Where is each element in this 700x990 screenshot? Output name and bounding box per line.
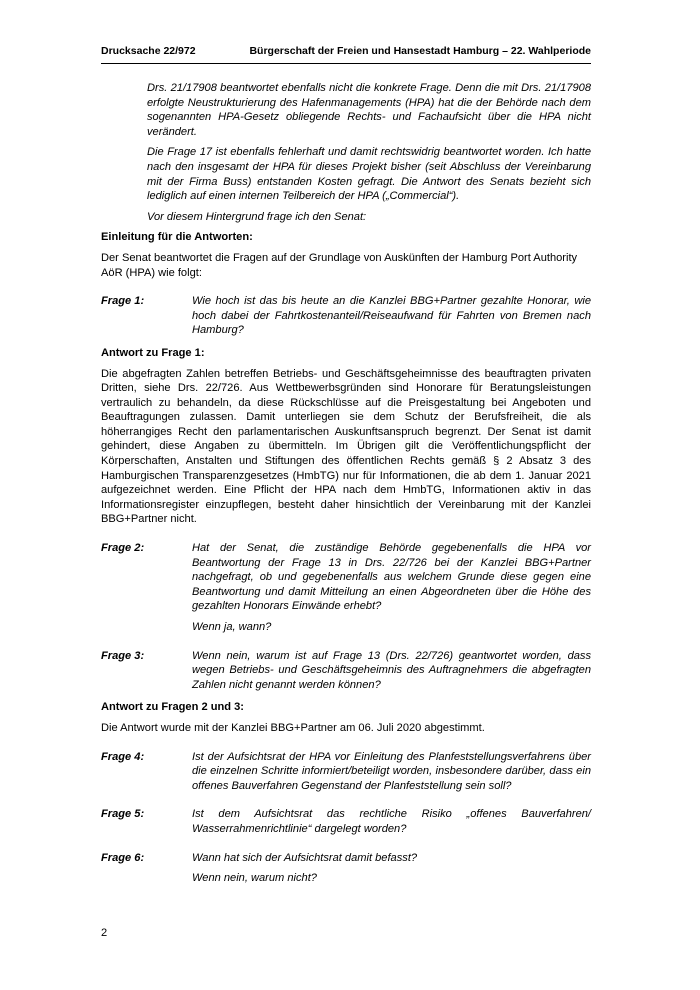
question-text: Wenn nein, warum ist auf Frage 13 (Drs. 22/726) geantwortet worden, dass wegen Betriebs- und Geschäftsgeheimnis des Auftragnehmers die abgefragten Zahlen nicht genannt werden können? (192, 649, 591, 691)
question-5 (101, 807, 591, 836)
question-2 (101, 541, 591, 635)
einleitung-text: Der Senat beantwortet die Fragen auf der Grundlage von Auskünften der Hamburg Port Authority AöR (HPA) wie folgt: (101, 251, 578, 279)
question-text: Ist dem Aufsichtsrat das rechtliche Risiko „offenes Bauverfahren/ Wasserrahmenrichtlinie“ dargelegt worden? (192, 808, 591, 835)
header-divider (101, 63, 591, 64)
question-label: Frage 2: (101, 542, 145, 555)
intro-paragraph: Die Frage 17 ist ebenfalls fehlerhaft und damit rechtswidrig beantwortet worden. Ich hatte nach den insgesamt der HPA für dieses Projekt bisher (seit Abschluss der Vereinbarung mit der Firma Buss) entstanden Kosten gefragt. Die Antwort des Senats bezieht sich lediglich auf einen internen Teilbereich der HPA („Commercial“). (147, 146, 591, 203)
answer-2-3-heading: Antwort zu Fragen 2 und 3: (101, 701, 244, 714)
page-number: 2 (101, 927, 108, 939)
question-label: Frage 1: (101, 295, 145, 308)
answer-2-3-text: Die Antwort wurde mit der Kanzlei BBG+Partner am 06. Juli 2020 abgestimmt. (101, 721, 485, 734)
question-label: Frage 4: (101, 750, 145, 763)
question-text: Wann hat sich der Aufsichtsrat damit befasst? (192, 851, 418, 864)
question-text: Hat der Senat, die zuständige Behörde gegebenenfalls die HPA vor Beantwortung der Frage 13 in Drs. 22/726 bei der Kanzlei BBG+Partner nachgefragt, ob und gegebenenfalls aus welchem Grunde diese gegen eine Beantwortung und damit Mitteilung an einen Abgeordneten über die Höhe des gezahlten Honorars Einwände erhebt? (192, 542, 591, 613)
parliament-title: Bürgerschaft der Freien und Hansestadt Hamburg – 22. Wahlperiode (249, 45, 591, 57)
question-3 (101, 649, 591, 693)
question-label: Frage 6: (101, 851, 145, 864)
answer-1-text: Die abgefragten Zahlen betreffen Betriebs- und Geschäftsgeheimnisse des beauftragten privaten Dritten, siehe Drs. 22/726. Aus Wettbewerbsgründen sind Honorare für Beratungsleistungen vertraulich zu behandeln, da diese Rückschlüsse auf die Preisgestaltung bei Angeboten und Beauftragungen zulassen. Damit unterliegen sie dem Schutz der Berufsfreiheit, die als höherrangiges Recht den parlamentarischen Auskunftsanspruch begrenzt. Der Senat ist damit gehindert, diese Angaben zu übermitteln. Im Übrigen gilt die Veröffentlichungspflicht der Körperschaften, Anstalten und Stiftungen des öffentlichen Rechts gemäß § 2 Absatz 3 des Hamburgischen Transparenzgesetzes (HmbTG) nur für Informationen, die ab dem 1. Januar 2021 aufgezeichnet werden. Eine Pflicht der HPA nach dem HmbTG, Informationen aktiv in das Informationsregister einzupflegen, besteht daher hinsichtlich der Vereinbarung mit der Kanzlei BBG+Partner nicht. (101, 367, 591, 526)
question-text: Ist der Aufsichtsrat der HPA vor Einleitung des Planfeststellungsverfahrens über die einzelnen Schritte informiert/beteiligt worden, insbesondere darüber, dass ein offenes Bauverfahren Gegenstand der Planfeststellung sein soll? (192, 750, 591, 792)
question-4 (101, 750, 591, 794)
question-text: Wie hoch ist das bis heute an die Kanzlei BBG+Partner gezahlte Honorar, wie hoch dabei der Fahrtkostenanteil/Reiseaufwand für Fahrten von Bremen nach Hamburg? (192, 295, 591, 337)
question-followup: Wenn nein, warum nicht? (192, 872, 317, 885)
intro-paragraph: Drs. 21/17908 beantwortet ebenfalls nicht die konkrete Frage. Denn die mit Drs. 21/17908 erfolgte Neustrukturierung des Hafenmanagements (HPA) hat die der Behörde nach dem sogenannten HPA-Gesetz obliegende Rechts- und Fachaufsicht über die HPA nicht verändert. (147, 82, 591, 138)
question-followup: Wenn ja, wann? (192, 621, 272, 633)
einleitung-heading: Einleitung für die Antworten: (101, 231, 253, 244)
question-label: Frage 5: (101, 808, 145, 821)
document-body (101, 81, 591, 886)
question-1 (101, 294, 591, 338)
document-number: Drucksache 22/972 (101, 45, 196, 57)
page-header (101, 45, 591, 61)
question-label: Frage 3: (101, 649, 145, 662)
answer-1-heading: Antwort zu Frage 1: (101, 346, 205, 359)
question-6 (101, 851, 591, 886)
intro-paragraph: Vor diesem Hintergrund frage ich den Senat: (147, 210, 367, 223)
